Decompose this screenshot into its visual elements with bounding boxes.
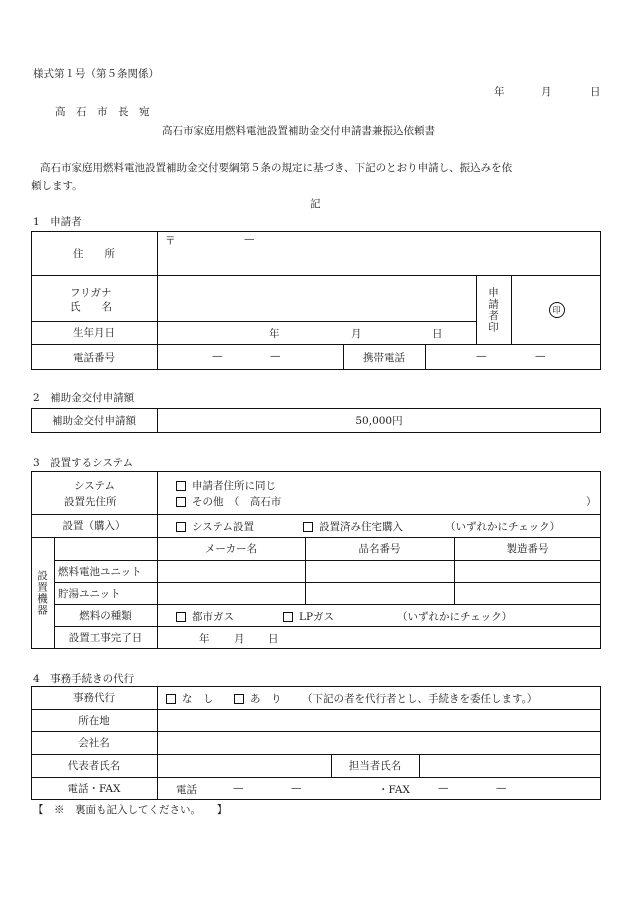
col-serial: 製造番号 bbox=[506, 543, 549, 555]
fax-label: ・FAX bbox=[378, 784, 410, 796]
install-check-note: （いずれかにチェック） bbox=[445, 521, 561, 533]
section1-heading: 1 申請者 bbox=[33, 216, 82, 228]
ki-label: 記 bbox=[310, 198, 321, 210]
phone-dash-2: — bbox=[270, 350, 281, 362]
date-year-label: 年 bbox=[494, 86, 505, 98]
amount-value: 50,000円 bbox=[355, 415, 403, 427]
location-label: 所在地 bbox=[78, 714, 110, 727]
staff-name-label: 担当者氏名 bbox=[348, 760, 402, 772]
section3-heading: 3 設置するシステム bbox=[33, 457, 134, 469]
intro-text-line1: 高石市家庭用燃料電池設置補助金交付要綱第５条の規定に基づき、下記のとおり申請し、振込みを依 bbox=[40, 162, 513, 174]
tel-dash-1: — bbox=[233, 782, 244, 794]
completion-date-label: 設置工事完了日 bbox=[68, 632, 143, 644]
tel-label: 電話 bbox=[176, 784, 197, 796]
name-field[interactable] bbox=[158, 276, 475, 321]
col-model: 品名番号 bbox=[358, 543, 401, 555]
fuel-type-label: 燃料の種類 bbox=[79, 609, 132, 622]
completion-day: 日 bbox=[268, 633, 279, 645]
addressee: 高 石 市 長 宛 bbox=[55, 106, 150, 118]
intro-text-line2: 頼します。 bbox=[31, 180, 83, 192]
applicant-seal-label: 申請者印 bbox=[487, 287, 499, 333]
representative-label: 代表者氏名 bbox=[67, 760, 121, 772]
phone-dash-1: — bbox=[212, 350, 223, 362]
checkbox-icon[interactable] bbox=[303, 522, 313, 532]
postal-mark: 〒 bbox=[165, 235, 176, 247]
page-title: 高石市家庭用燃料電池設置補助金交付申請書兼振込依頼書 bbox=[162, 125, 435, 137]
checkbox-icon[interactable] bbox=[166, 694, 176, 704]
section4-heading: 4 事務手続きの代行 bbox=[33, 673, 135, 685]
seal-box bbox=[512, 276, 601, 344]
address-label: 住 所 bbox=[73, 247, 115, 260]
checkbox-icon[interactable] bbox=[176, 481, 186, 491]
col-maker: メーカー名 bbox=[204, 543, 258, 555]
date-month-label: 月 bbox=[541, 86, 552, 98]
install-address-label: 設置先住所 bbox=[64, 496, 117, 508]
agent-note: （下記の者を代行者とし、手続きを委任します。） bbox=[302, 693, 538, 705]
system-label: システム bbox=[74, 480, 115, 492]
checkbox-icon[interactable] bbox=[283, 612, 293, 622]
section2-heading: 2 補助金交付申請額 bbox=[33, 392, 135, 404]
completion-year: 年 bbox=[199, 633, 210, 645]
option-same-address[interactable]: 申請者住所に同じ bbox=[176, 478, 276, 493]
completion-month: 月 bbox=[234, 633, 245, 645]
seal-mark-icon: 印 bbox=[549, 302, 565, 318]
birth-month: 月 bbox=[351, 328, 362, 340]
option-agent-yes[interactable]: あ り bbox=[234, 691, 282, 706]
option-other-address[interactable]: その他 （ 高石市 bbox=[176, 494, 281, 509]
option-house-purchase[interactable]: 設置済み住宅購入 bbox=[303, 519, 403, 534]
mobile-label: 携帯電話 bbox=[363, 352, 405, 364]
postal-dash: — bbox=[244, 233, 255, 245]
phone-label: 電話番号 bbox=[73, 352, 115, 364]
name-label: 氏 名 bbox=[70, 301, 112, 313]
paren-close: ） bbox=[586, 496, 597, 508]
birth-label: 生年月日 bbox=[73, 327, 115, 339]
fax-dash-2: — bbox=[496, 782, 507, 794]
option-city-gas[interactable]: 都市ガス bbox=[176, 609, 234, 624]
fax-dash-1: — bbox=[438, 782, 449, 794]
furigana-label: フリガナ bbox=[70, 287, 112, 299]
equipment-label: 設置機器 bbox=[36, 570, 48, 616]
install-purchase-label: 設置（購入） bbox=[62, 520, 126, 532]
checkbox-icon[interactable] bbox=[176, 522, 186, 532]
checkbox-icon[interactable] bbox=[176, 497, 186, 507]
option-agent-none[interactable]: な し bbox=[166, 691, 214, 706]
checkbox-icon[interactable] bbox=[234, 694, 244, 704]
fuel-check-note: （いずれかにチェック） bbox=[397, 611, 513, 623]
checkbox-icon[interactable] bbox=[176, 612, 186, 622]
date-day-label: 日 bbox=[590, 86, 601, 98]
tel-dash-2: — bbox=[291, 782, 302, 794]
amount-label: 補助金交付申請額 bbox=[52, 415, 136, 427]
form-number: 様式第１号（第５条関係） bbox=[33, 68, 159, 80]
address-field[interactable] bbox=[158, 246, 600, 274]
option-system-install[interactable]: システム設置 bbox=[176, 519, 254, 534]
option-lp-gas[interactable]: LPガス bbox=[283, 609, 334, 624]
agent-label: 事務代行 bbox=[73, 692, 115, 704]
birth-day: 日 bbox=[432, 328, 443, 340]
company-label: 会社名 bbox=[78, 737, 110, 749]
mobile-dash-1: — bbox=[476, 350, 487, 362]
fuel-cell-unit-label: 燃料電池ユニット bbox=[58, 565, 142, 578]
mobile-dash-2: — bbox=[535, 350, 546, 362]
tel-fax-label: 電話・FAX bbox=[67, 783, 121, 795]
birth-year: 年 bbox=[269, 328, 280, 340]
storage-unit-label: 貯湯ユニット bbox=[58, 587, 121, 600]
footer-note: 【 ※ 裏面も記入してください。 】 bbox=[33, 804, 228, 816]
